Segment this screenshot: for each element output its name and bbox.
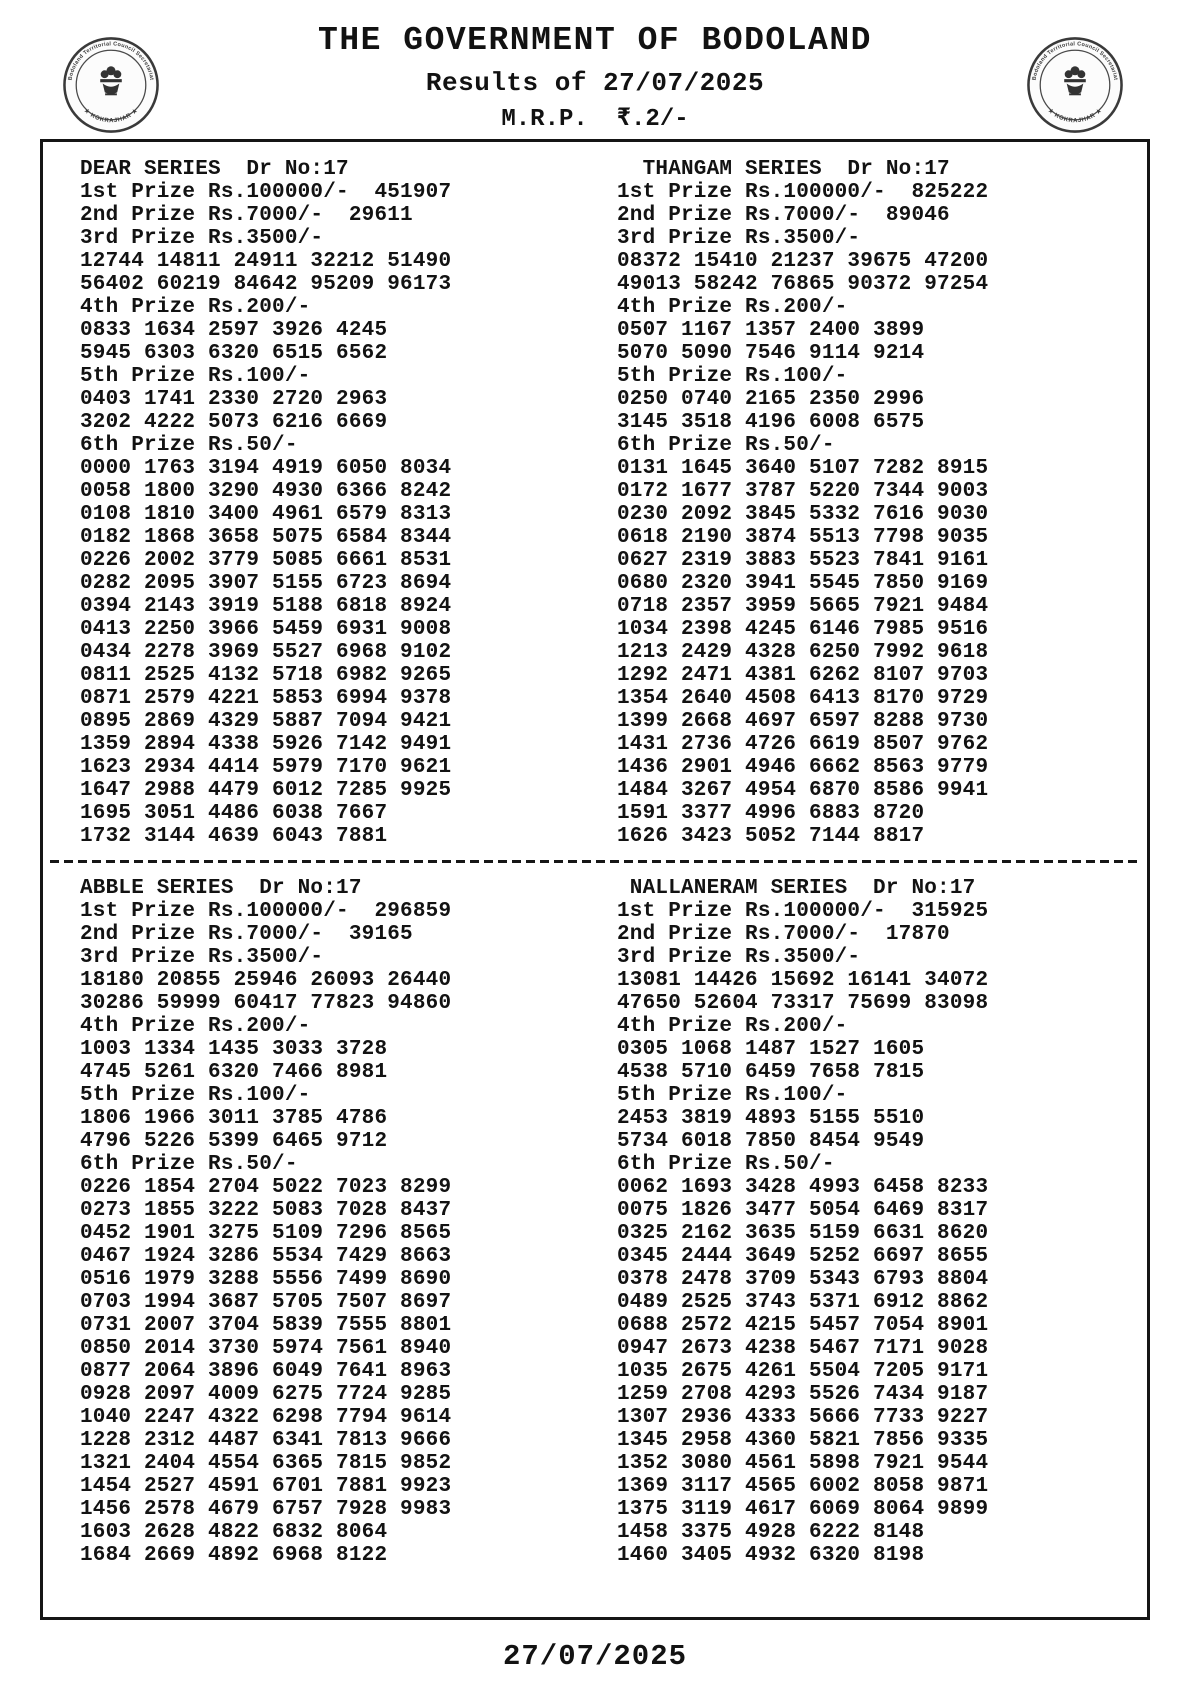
numbers-row: 47650 52604 73317 75699 83098	[617, 992, 989, 1015]
seal-ring-bottom-text: ★ KOKRAJHAR ★	[82, 107, 140, 125]
numbers-row: 1436 2901 4946 6662 8563 9779	[617, 756, 989, 779]
numbers-row: 0075 1826 3477 5054 6469 8317	[617, 1199, 989, 1222]
numbers-row: 1399 2668 4697 6597 8288 9730	[617, 710, 989, 733]
numbers-row: 0688 2572 4215 5457 7054 8901	[617, 1314, 989, 1337]
numbers-row: 5734 6018 7850 8454 9549	[617, 1130, 925, 1153]
seal-ring-top-text: Bodoland Territorial Council Secretariat	[1031, 41, 1119, 81]
numbers-row: 0947 2673 4238 5467 7171 9028	[617, 1337, 989, 1360]
numbers-row: 0250 0740 2165 2350 2996	[617, 388, 925, 411]
series-title: THANGAM SERIES Dr No:17	[617, 158, 950, 181]
numbers-row: 1345 2958 4360 5821 7856 9335	[617, 1429, 989, 1452]
prize-label: 1st Prize Rs.100000/- 825222	[617, 181, 989, 204]
numbers-row: 0378 2478 3709 5343 6793 8804	[617, 1268, 989, 1291]
numbers-row: 12744 14811 24911 32212 51490	[80, 250, 452, 273]
numbers-row: 0172 1677 3787 5220 7344 9003	[617, 480, 989, 503]
numbers-row: 1454 2527 4591 6701 7881 9923	[80, 1475, 452, 1498]
numbers-row: 0230 2092 3845 5332 7616 9030	[617, 503, 989, 526]
numbers-row: 0131 1645 3640 5107 7282 8915	[617, 457, 989, 480]
numbers-row: 1375 3119 4617 6069 8064 9899	[617, 1498, 989, 1521]
numbers-row: 0618 2190 3874 5513 7798 9035	[617, 526, 989, 549]
numbers-row: 0833 1634 2597 3926 4245	[80, 319, 388, 342]
numbers-row: 1484 3267 4954 6870 8586 9941	[617, 779, 989, 802]
header	[0, 0, 1190, 139]
numbers-row: 56402 60219 84642 95209 96173	[80, 273, 452, 296]
seal-ring-top-text: Bodoland Territorial Council Secretariat	[67, 41, 155, 81]
numbers-row: 0108 1810 3400 4961 6579 8313	[80, 503, 452, 526]
numbers-row: 1321 2404 4554 6365 7815 9852	[80, 1452, 452, 1475]
numbers-row: 0000 1763 3194 4919 6050 8034	[80, 457, 452, 480]
numbers-row: 0877 2064 3896 6049 7641 8963	[80, 1360, 452, 1383]
prize-label: 6th Prize Rs.50/-	[617, 434, 835, 457]
numbers-row: 0850 2014 3730 5974 7561 8940	[80, 1337, 452, 1360]
prize-label: 4th Prize Rs.200/-	[80, 296, 311, 319]
numbers-row: 2453 3819 4893 5155 5510	[617, 1107, 925, 1130]
numbers-row: 1456 2578 4679 6757 7928 9983	[80, 1498, 452, 1521]
prize-label: 6th Prize Rs.50/-	[617, 1153, 835, 1176]
prize-label: 4th Prize Rs.200/-	[617, 296, 848, 319]
numbers-row: 1359 2894 4338 5926 7142 9491	[80, 733, 452, 756]
numbers-row: 0182 1868 3658 5075 6584 8344	[80, 526, 452, 549]
numbers-row: 18180 20855 25946 26093 26440	[80, 969, 452, 992]
numbers-row: 0489 2525 3743 5371 6912 8862	[617, 1291, 989, 1314]
numbers-row: 1369 3117 4565 6002 8058 9871	[617, 1475, 989, 1498]
numbers-row: 5945 6303 6320 6515 6562	[80, 342, 388, 365]
page-title: THE GOVERNMENT OF BODOLAND	[318, 22, 872, 59]
prize-label: 4th Prize Rs.200/-	[617, 1015, 848, 1038]
numbers-row: 0467 1924 3286 5534 7429 8663	[80, 1245, 452, 1268]
numbers-row: 13081 14426 15692 16141 34072	[617, 969, 989, 992]
numbers-row: 1431 2736 4726 6619 8507 9762	[617, 733, 989, 756]
dashed-separator	[50, 860, 1140, 863]
numbers-row: 1213 2429 4328 6250 7992 9618	[617, 641, 989, 664]
prize-label: 5th Prize Rs.100/-	[80, 365, 311, 388]
numbers-row: 1626 3423 5052 7144 8817	[617, 825, 925, 848]
numbers-row: 49013 58242 76865 90372 97254	[617, 273, 989, 296]
header-text	[0, 0, 1190, 133]
numbers-row: 4796 5226 5399 6465 9712	[80, 1130, 388, 1153]
numbers-row: 1684 2669 4892 6968 8122	[80, 1544, 388, 1567]
prize-label: 2nd Prize Rs.7000/- 89046	[617, 204, 950, 227]
numbers-row: 0627 2319 3883 5523 7841 9161	[617, 549, 989, 572]
numbers-row: 0403 1741 2330 2720 2963	[80, 388, 388, 411]
prize-label: 6th Prize Rs.50/-	[80, 434, 298, 457]
numbers-row: 3202 4222 5073 6216 6669	[80, 411, 388, 434]
numbers-row: 0305 1068 1487 1527 1605	[617, 1038, 925, 1061]
results-box	[40, 139, 1150, 1620]
numbers-row: 4538 5710 6459 7658 7815	[617, 1061, 925, 1084]
numbers-row: 0226 2002 3779 5085 6661 8531	[80, 549, 452, 572]
numbers-row: 1292 2471 4381 6262 8107 9703	[617, 664, 989, 687]
prize-label: 2nd Prize Rs.7000/- 17870	[617, 923, 950, 946]
numbers-row: 30286 59999 60417 77823 94860	[80, 992, 452, 1015]
prize-label: 6th Prize Rs.50/-	[80, 1153, 298, 1176]
numbers-row: 0226 1854 2704 5022 7023 8299	[80, 1176, 452, 1199]
numbers-row: 0718 2357 3959 5665 7921 9484	[617, 595, 989, 618]
seal-ring-bottom-text: ★ KOKRAJHAR ★	[1046, 107, 1104, 125]
numbers-row: 1623 2934 4414 5979 7170 9621	[80, 756, 452, 779]
bodoland-seal-icon	[1026, 36, 1124, 134]
results-date-heading: Results of 27/07/2025	[425, 68, 765, 98]
numbers-row: 0058 1800 3290 4930 6366 8242	[80, 480, 452, 503]
numbers-row: 0507 1167 1357 2400 3899	[617, 319, 925, 342]
numbers-row: 1003 1334 1435 3033 3728	[80, 1038, 388, 1061]
numbers-row: 0871 2579 4221 5853 6994 9378	[80, 687, 452, 710]
series-abble	[43, 877, 595, 1567]
prize-label: 3rd Prize Rs.3500/-	[80, 946, 324, 969]
numbers-row: 1034 2398 4245 6146 7985 9516	[617, 618, 989, 641]
numbers-row: 1035 2675 4261 5504 7205 9171	[617, 1360, 989, 1383]
numbers-row: 0434 2278 3969 5527 6968 9102	[80, 641, 452, 664]
numbers-row: 1307 2936 4333 5666 7733 9227	[617, 1406, 989, 1429]
numbers-row: 1228 2312 4487 6341 7813 9666	[80, 1429, 452, 1452]
prize-label: 2nd Prize Rs.7000/- 29611	[80, 204, 413, 227]
numbers-row: 0282 2095 3907 5155 6723 8694	[80, 572, 452, 595]
footer	[0, 1620, 1190, 1673]
numbers-row: 0928 2097 4009 6275 7724 9285	[80, 1383, 452, 1406]
numbers-row: 0273 1855 3222 5083 7028 8437	[80, 1199, 452, 1222]
numbers-row: 1460 3405 4932 6320 8198	[617, 1544, 925, 1567]
numbers-row: 0895 2869 4329 5887 7094 9421	[80, 710, 452, 733]
numbers-row: 1040 2247 4322 6298 7794 9614	[80, 1406, 452, 1429]
numbers-row: 0345 2444 3649 5252 6697 8655	[617, 1245, 989, 1268]
prize-label: 2nd Prize Rs.7000/- 39165	[80, 923, 413, 946]
bottom-half	[43, 877, 1147, 1567]
numbers-row: 0731 2007 3704 5839 7555 8801	[80, 1314, 452, 1337]
series-title: ABBLE SERIES Dr No:17	[80, 877, 362, 900]
prize-label: 1st Prize Rs.100000/- 296859	[80, 900, 452, 923]
numbers-row: 1806 1966 3011 3785 4786	[80, 1107, 388, 1130]
numbers-row: 0516 1979 3288 5556 7499 8690	[80, 1268, 452, 1291]
series-title: DEAR SERIES Dr No:17	[80, 158, 349, 181]
prize-label: 4th Prize Rs.200/-	[80, 1015, 311, 1038]
numbers-row: 0680 2320 3941 5545 7850 9169	[617, 572, 989, 595]
numbers-row: 1591 3377 4996 6883 8720	[617, 802, 925, 825]
numbers-row: 1352 3080 4561 5898 7921 9544	[617, 1452, 989, 1475]
bodoland-seal-icon	[62, 36, 160, 134]
numbers-row: 1603 2628 4822 6832 8064	[80, 1521, 388, 1544]
numbers-row: 1259 2708 4293 5526 7434 9187	[617, 1383, 989, 1406]
numbers-row: 1647 2988 4479 6012 7285 9925	[80, 779, 452, 802]
numbers-row: 0811 2525 4132 5718 6982 9265	[80, 664, 452, 687]
numbers-row: 0325 2162 3635 5159 6631 8620	[617, 1222, 989, 1245]
series-nallaneram	[595, 877, 1147, 1567]
numbers-row: 1354 2640 4508 6413 8170 9729	[617, 687, 989, 710]
numbers-row: 1732 3144 4639 6043 7881	[80, 825, 388, 848]
numbers-row: 3145 3518 4196 6008 6575	[617, 411, 925, 434]
numbers-row: 0062 1693 3428 4993 6458 8233	[617, 1176, 989, 1199]
numbers-row: 08372 15410 21237 39675 47200	[617, 250, 989, 273]
numbers-row: 5070 5090 7546 9114 9214	[617, 342, 925, 365]
numbers-row: 0703 1994 3687 5705 7507 8697	[80, 1291, 452, 1314]
prize-label: 3rd Prize Rs.3500/-	[617, 946, 861, 969]
prize-label: 5th Prize Rs.100/-	[617, 365, 848, 388]
numbers-row: 0413 2250 3966 5459 6931 9008	[80, 618, 452, 641]
prize-label: 3rd Prize Rs.3500/-	[80, 227, 324, 250]
mrp-line: M.R.P. ₹.2/-	[501, 106, 689, 133]
top-half	[43, 158, 1147, 848]
prize-label: 1st Prize Rs.100000/- 451907	[80, 181, 452, 204]
prize-label: 3rd Prize Rs.3500/-	[617, 227, 861, 250]
prize-label: 5th Prize Rs.100/-	[80, 1084, 311, 1107]
numbers-row: 0394 2143 3919 5188 6818 8924	[80, 595, 452, 618]
prize-label: 5th Prize Rs.100/-	[617, 1084, 848, 1107]
series-thangam	[595, 158, 1147, 848]
footer-date: 27/07/2025	[502, 1640, 688, 1673]
numbers-row: 1458 3375 4928 6222 8148	[617, 1521, 925, 1544]
numbers-row: 0452 1901 3275 5109 7296 8565	[80, 1222, 452, 1245]
series-dear	[43, 158, 595, 848]
series-title: NALLANERAM SERIES Dr No:17	[617, 877, 976, 900]
prize-label: 1st Prize Rs.100000/- 315925	[617, 900, 989, 923]
numbers-row: 4745 5261 6320 7466 8981	[80, 1061, 388, 1084]
numbers-row: 1695 3051 4486 6038 7667	[80, 802, 388, 825]
